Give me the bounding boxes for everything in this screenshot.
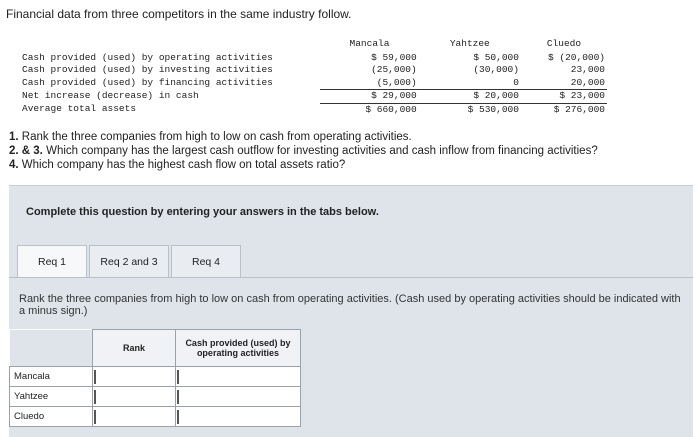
cell-value: $ 23,000 (521, 90, 607, 104)
cell-value: $ 50,000 (473, 51, 519, 63)
question-item: 4. Which company has the highest cash flow on total assets ratio? (9, 159, 346, 171)
financial-data-table (22, 37, 607, 116)
requirement-text: Rank the three companies from high to low on cash from operating activities. (Cash used by operating activities should be indicated with a minus sign.) (19, 293, 681, 317)
tab-req-4[interactable]: Req 4 (171, 245, 241, 278)
row-label: Cash provided (used) by financing activities (22, 76, 273, 88)
cell-value: $ 530,000 (467, 103, 519, 115)
cell-value: 0 (419, 77, 521, 90)
company-name: Mancala (10, 367, 93, 387)
company-header: Cluedo (546, 38, 582, 49)
cash-header: Cash provided (used) by operating activities (175, 330, 300, 367)
company-name: Yahtzee (10, 387, 93, 407)
cell-value: $ 660,000 (365, 103, 417, 115)
cash-input[interactable] (177, 410, 299, 424)
cash-input[interactable] (177, 390, 299, 404)
cell-value: $ 276,000 (553, 103, 605, 115)
cell-value: $ 20,000 (419, 90, 521, 104)
table-row (10, 367, 301, 387)
rank-input[interactable] (94, 410, 174, 424)
cell-value: (30,000) (473, 64, 519, 75)
cell-value: (5,000) (320, 77, 418, 90)
table-row (10, 407, 301, 427)
cell-value: $ 29,000 (320, 90, 418, 104)
row-label: Cash provided (used) by operating activities (22, 51, 273, 63)
intro-text: Financial data from three competitors in the same industry follow. (6, 7, 352, 21)
company-header: Yahtzee (449, 38, 490, 49)
table-row (22, 52, 607, 65)
table-row (22, 90, 607, 104)
instruction-text: Complete this question by entering your answers in the tabs below. (26, 206, 379, 218)
rank-header: Rank (93, 330, 176, 367)
table-row (22, 103, 607, 116)
cell-value: 20,000 (521, 77, 607, 90)
row-label: Cash provided (used) by investing activities (22, 64, 273, 75)
tab-req-2-and-3[interactable]: Req 2 and 3 (89, 245, 169, 278)
rank-input[interactable] (94, 370, 174, 384)
table-row (10, 387, 301, 407)
rank-input[interactable] (94, 390, 174, 404)
company-header: Mancala (349, 38, 390, 49)
question-item: 1. Rank the three companies from high to low on cash from operating activities. (9, 131, 412, 143)
cell-value: 23,000 (570, 64, 605, 75)
question-item: 2. & 3. Which company has the largest cash outflow for investing activities and cash inflow from financing activities? (9, 145, 598, 157)
table-row (22, 77, 607, 90)
cell-value: (25,000) (371, 64, 417, 75)
table-row (22, 64, 607, 77)
answer-table (9, 329, 301, 427)
answer-panel (9, 185, 693, 437)
row-label: Average total assets (22, 103, 137, 115)
question-list (9, 130, 598, 172)
row-label: Net increase (decrease) in cash (22, 90, 199, 101)
cell-value: $ 59,000 (371, 51, 417, 63)
cell-value: $ (20,000) (547, 51, 605, 63)
tab-req-1[interactable]: Req 1 (17, 245, 87, 278)
cash-input[interactable] (177, 370, 299, 384)
company-name: Cluedo (10, 407, 93, 427)
